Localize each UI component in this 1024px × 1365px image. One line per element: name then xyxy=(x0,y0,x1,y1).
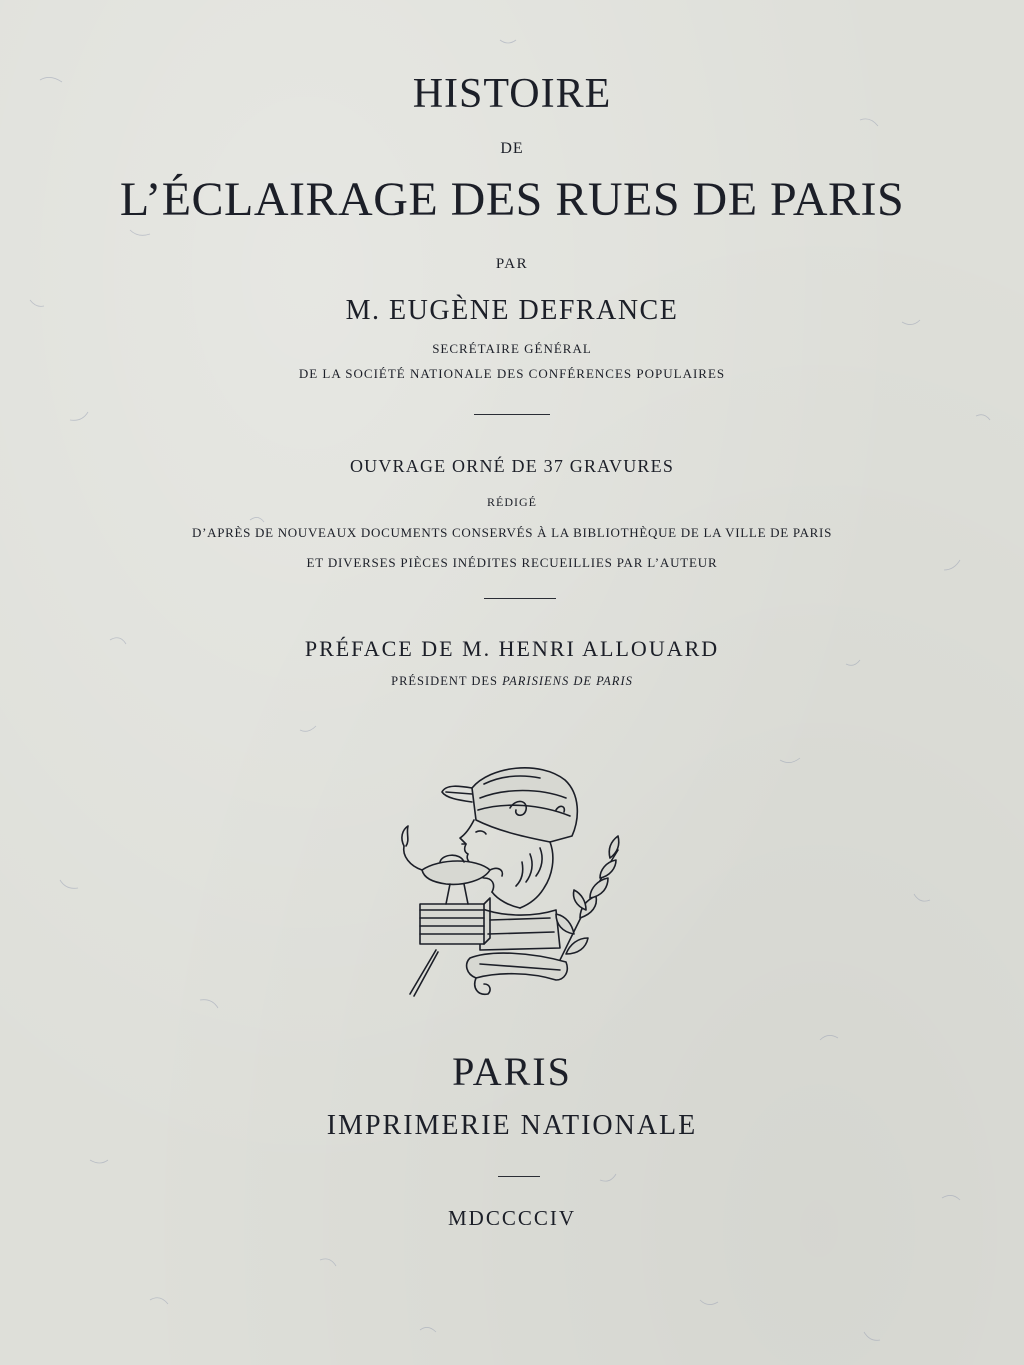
publisher: IMPRIMERIE NATIONALE xyxy=(326,1110,698,1141)
author-name: M. EUGÈNE DEFRANCE xyxy=(345,295,679,326)
minerva-lamp-emblem-icon xyxy=(380,758,660,1008)
ouvrage-line: OUVRAGE ORNÉ DE 37 GRAVURES xyxy=(349,456,675,476)
main-title: L’ÉCLAIRAGE DES RUES DE PARIS xyxy=(119,173,905,226)
redige-line: RÉDIGÉ xyxy=(487,495,537,509)
preface-role xyxy=(0,674,1024,689)
divider-rule xyxy=(474,414,550,415)
title-histoire: HISTOIRE xyxy=(412,71,612,117)
sources-line-1: D’APRÈS DE NOUVEAUX DOCUMENTS CONSERVÉS À LA BIBLIOTHÈQUE DE LA VILLE DE PARIS xyxy=(191,525,832,540)
author-role-2: DE LA SOCIÉTÉ NATIONALE DES CONFÉRENCES POPULAIRES xyxy=(298,366,726,381)
author-role-1: SECRÉTAIRE GÉNÉRAL xyxy=(432,341,592,356)
preface-role-prefix: PRÉSIDENT DES xyxy=(391,674,503,688)
preface-line: PRÉFACE DE M. HENRI ALLOUARD xyxy=(304,636,720,661)
title-par: PAR xyxy=(495,256,529,272)
preface-role-italic: PARISIENS DE PARIS xyxy=(502,674,633,688)
title-de: DE xyxy=(500,140,524,157)
publication-year: MDCCCCIV xyxy=(447,1206,577,1230)
divider-rule xyxy=(484,598,556,599)
divider-rule xyxy=(498,1176,540,1177)
city-paris: PARIS xyxy=(452,1049,572,1094)
sources-line-2: ET DIVERSES PIÈCES INÉDITES RECUEILLIES PAR L’AUTEUR xyxy=(306,555,718,570)
